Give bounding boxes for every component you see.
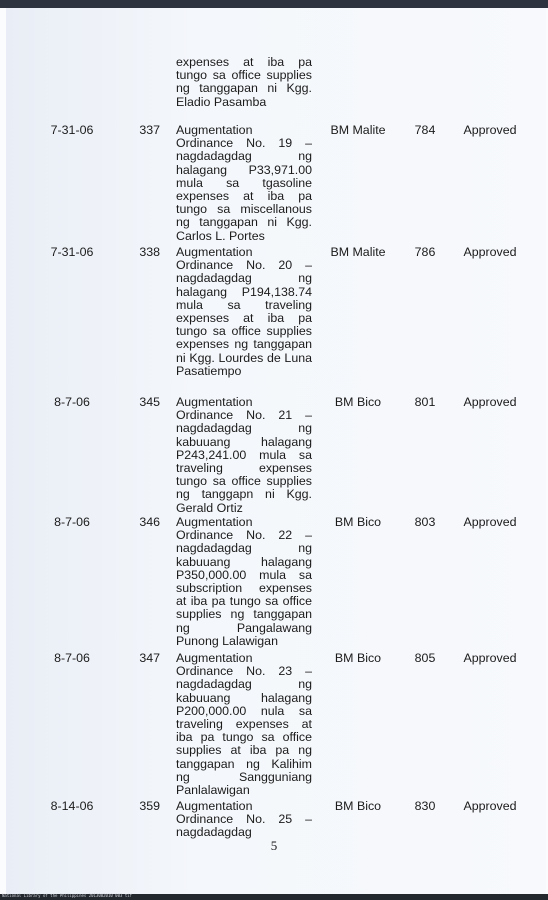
- row-status: Approved: [463, 515, 517, 529]
- row-description: Augmentation Ordinance No. 25 – nagdadagdag: [176, 799, 312, 840]
- row-sponsor: BM Bico: [334, 651, 382, 665]
- row-date: 7-31-06: [50, 245, 94, 259]
- row-status: Approved: [463, 123, 517, 137]
- row-date: 7-31-06: [50, 123, 94, 137]
- row-reference: 801: [414, 395, 436, 409]
- row-date: 8-14-06: [50, 799, 94, 813]
- row-description: Augmentation Ordinance No. 20 – nagdadagdag ng halagang P194,138.74 mula sa traveling expenses at iba pa tungo sa office supplies expenses ng tanggapan ni Kgg. Lourdes de Luna Pasatiempo: [176, 245, 312, 378]
- row-number: 345: [139, 395, 160, 409]
- row-reference: 784: [414, 123, 436, 137]
- row-status: Approved: [463, 245, 517, 259]
- row-sponsor: BM Bico: [334, 515, 382, 529]
- row-status: Approved: [463, 395, 517, 409]
- scan-top-edge: [0, 0, 548, 8]
- row-status: Approved: [463, 799, 517, 813]
- row-description: Augmentation Ordinance No. 19 – nagdadagdag ng halagang P33,971.00 mula sa tgasoline expenses at iba pa tungo sa miscellanous ng tanggapan ni Kgg. Carlos L. Portes: [176, 123, 312, 243]
- row-reference: 786: [414, 245, 436, 259]
- row-number: 359: [139, 799, 160, 813]
- row-number: 337: [139, 123, 160, 137]
- row-number: 338: [139, 245, 160, 259]
- row-date: 8-7-06: [54, 651, 90, 665]
- row-date: 8-7-06: [54, 515, 90, 529]
- row-reference: 803: [414, 515, 436, 529]
- row-sponsor: BM Bico: [334, 395, 382, 409]
- page-number: 5: [270, 838, 278, 853]
- scan-footer: [0, 894, 548, 900]
- row-sponsor: BM Malite: [330, 245, 386, 259]
- row-reference: 805: [414, 651, 436, 665]
- row-description: Augmentation Ordinance No. 22 – nagdadagdag ng kabuuang halagang P350,000.00 mula sa subscription expenses at iba pa tungo sa office supplies ng tanggapan ng Pangalawang Punong Lalawigan: [176, 515, 312, 648]
- row-number: 346: [139, 515, 160, 529]
- row-sponsor: BM Bico: [334, 799, 382, 813]
- continued-description: expenses at iba pa tungo sa office supplies ng tanggapan ni Kgg. Eladio Pasamba: [176, 55, 312, 109]
- scan-footer-text: National Library of the Philippines 2013002010 003 tif: [2, 893, 133, 898]
- row-sponsor: BM Malite: [330, 123, 386, 137]
- row-reference: 830: [414, 799, 436, 813]
- row-status: Approved: [463, 651, 517, 665]
- row-date: 8-7-06: [54, 395, 90, 409]
- row-number: 347: [139, 651, 160, 665]
- row-description: Augmentation Ordinance No. 21 – nagdadagdag ng kabuuang halagang P243,241.00 mula sa traveling expenses tungo sa office supplies ng tanggapn ni Kgg. Gerald Ortiz: [176, 395, 312, 515]
- row-description: Augmentation Ordinance No. 23 – nagdadagdag ng kabuuang halagang P200,000.00 nula sa traveling expenses at iba pa tungo sa office supplies at iba pa ng tanggapan ng Kalihim ng Sangguniang Panlalawigan: [176, 651, 312, 798]
